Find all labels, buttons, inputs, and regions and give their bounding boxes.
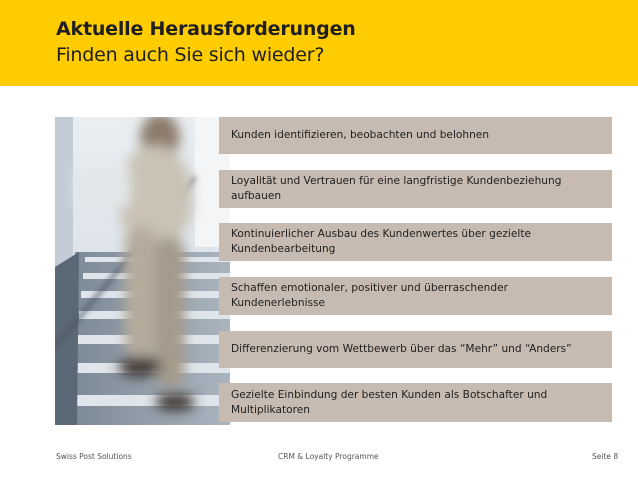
challenge-text: Loyalität und Vertrauen für eine langfristige Kundenbeziehung aufbauen	[231, 175, 562, 202]
staircase-photo	[55, 117, 230, 425]
challenge-text: Schaffen emotionaler, positiver und überraschender Kundenerlebnisse	[231, 282, 508, 309]
challenge-box-2	[219, 170, 612, 208]
challenge-box-6	[219, 383, 612, 422]
challenge-text: Gezielte Einbindung der besten Kunden als Botschafter und Multiplikatoren	[231, 388, 548, 416]
challenge-box-3	[219, 223, 612, 261]
challenge-text: Kunden identifizieren, beobachten und belohnen	[231, 129, 490, 141]
footer-company: Swiss Post Solutions	[56, 452, 132, 461]
challenge-box-1	[219, 117, 612, 154]
footer-program: CRM & Loyalty Programme	[278, 452, 379, 461]
footer-page-number: Seite 8	[592, 452, 619, 461]
slide-title: Aktuelle Herausforderungen	[56, 18, 356, 40]
challenge-text: Kontinuierlicher Ausbau des Kundenwertes über gezielte Kundenbearbeitung	[231, 228, 531, 255]
challenge-box-4	[219, 277, 612, 315]
challenge-text: Differenzierung vom Wettbewerb über das “Mehr” und “Anders”	[231, 343, 572, 355]
challenge-box-5	[219, 331, 612, 368]
slide-subtitle: Finden auch Sie sich wieder?	[56, 44, 325, 66]
header-bar	[0, 0, 638, 86]
